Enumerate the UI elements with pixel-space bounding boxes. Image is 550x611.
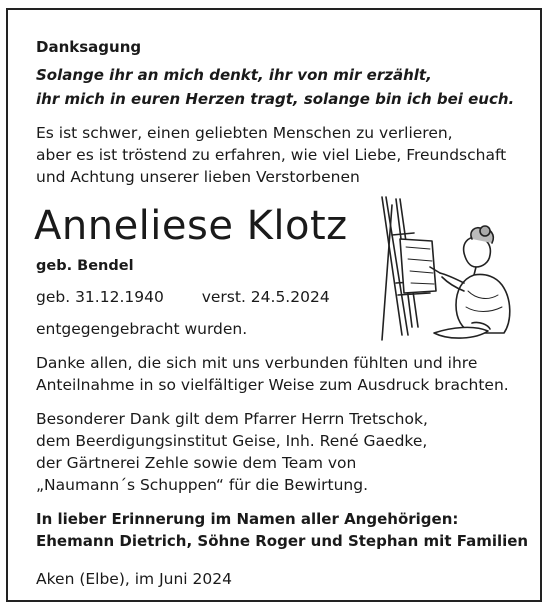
special-thanks-line-2: dem Beerdigungsinstitut Geise, Inh. René Gaedke, xyxy=(36,432,428,450)
closing-line-1: In lieber Erinnerung im Namen aller Angehörigen: xyxy=(36,510,459,528)
maiden-name: geb. Bendel xyxy=(36,258,134,274)
place-date: Aken (Elbe), im Juni 2024 xyxy=(36,570,232,588)
deceased-name: Anneliese Klotz xyxy=(34,203,348,249)
poem-line-2: ihr mich in euren Herzen tragt, solange bin ich bei euch. xyxy=(36,90,515,108)
obituary-notice xyxy=(6,8,542,602)
painter-at-easel-icon xyxy=(372,195,527,350)
special-thanks-line-3: der Gärtnerei Zehle sowie dem Team von xyxy=(36,454,357,472)
death-date: verst. 24.5.2024 xyxy=(201,288,330,306)
intro-line-2: aber es ist tröstend zu erfahren, wie viel Liebe, Freundschaft xyxy=(36,146,507,164)
life-dates xyxy=(36,288,330,306)
special-thanks-line-1: Besonderer Dank gilt dem Pfarrer Herrn Tretschok, xyxy=(36,410,428,428)
intro-line-3: und Achtung unserer lieben Verstorbenen xyxy=(36,168,360,186)
special-thanks-line-4: „Naumann´s Schuppen“ für die Bewirtung. xyxy=(36,476,369,494)
thanks-line-2: Anteilnahme in so vielfältiger Weise zum Ausdruck brachten. xyxy=(36,376,509,394)
poem-line-1: Solange ihr an mich denkt, ihr von mir erzählt, xyxy=(36,66,432,84)
closing-line-2: Ehemann Dietrich, Söhne Roger und Stephan mit Familien xyxy=(36,532,529,550)
notice-heading: Danksagung xyxy=(36,38,142,56)
birth-date: geb. 31.12.1940 xyxy=(36,288,164,306)
thanks-line-1: Danke allen, die sich mit uns verbunden fühlten und ihre xyxy=(36,354,478,372)
intro-line-1: Es ist schwer, einen geliebten Menschen zu verlieren, xyxy=(36,124,453,142)
received-line: entgegengebracht wurden. xyxy=(36,320,248,338)
